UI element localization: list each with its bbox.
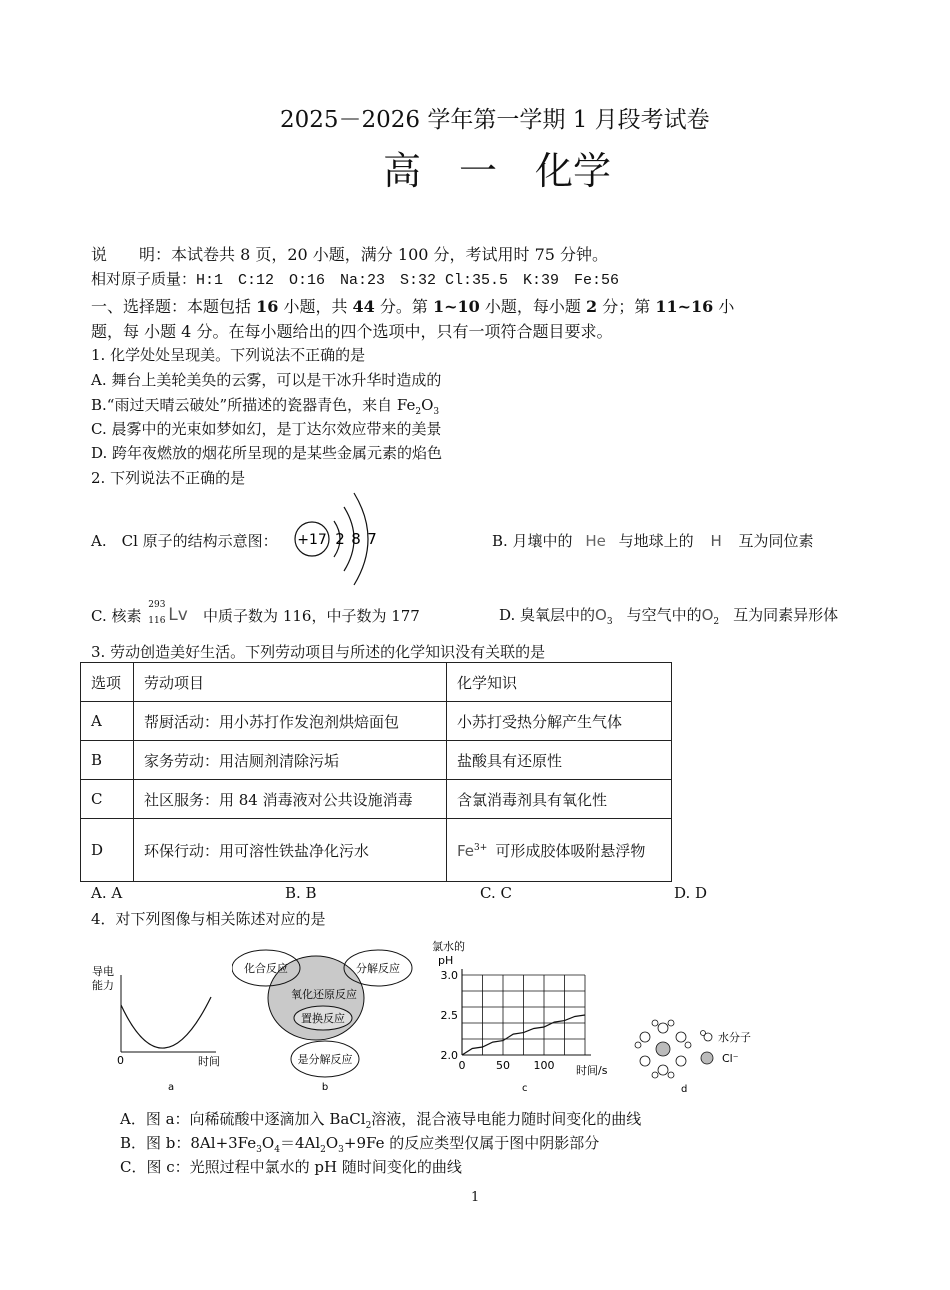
origin-label: 0	[117, 1054, 124, 1067]
q4-a-sub: 2	[365, 1121, 372, 1131]
x-tick-label: 0	[458, 1059, 466, 1072]
figure-caption: c	[522, 1083, 528, 1093]
q4-stem: 4．对下列图像与相关陈述对应的是	[91, 910, 326, 928]
ozone-subscript: 3	[606, 617, 613, 627]
y-tick-label: 3.0	[440, 969, 458, 982]
diagram-label: 化合反应	[244, 962, 288, 975]
column-header: 选项	[81, 663, 134, 702]
chloride-ion	[656, 1042, 670, 1056]
figure-caption: b	[321, 1082, 329, 1093]
exam-subject: 高 一 化学	[383, 149, 612, 193]
ferric-charge: 3+	[474, 842, 488, 853]
table-row	[81, 780, 672, 819]
y-tick-label: 2.5	[440, 1009, 458, 1022]
q1-option-b	[91, 394, 439, 417]
q3-stem: 3. 劳动创造美好生活。下列劳动项目与所述的化学知识没有关联的是	[91, 643, 546, 661]
q1-b-sub: 3	[433, 407, 440, 417]
y-axis-label: 能力	[92, 979, 114, 992]
diagram-label: 氧化还原反应	[291, 988, 357, 1001]
table-cell-text: 可形成胶体吸附悬浮物	[495, 841, 646, 860]
nuclide-notation	[146, 600, 198, 630]
q2-option-c	[91, 600, 420, 630]
q3-option-d: D. D	[674, 884, 708, 902]
table-cell: A	[81, 702, 134, 741]
shell-electrons: 7	[367, 530, 377, 548]
q2-d-text: 与空气中的	[626, 606, 702, 624]
section-heading-cont: 题，每 小题 4 分。在每小题给出的四个选项中，只有一项符合题目要求。	[91, 322, 613, 341]
diagram-label: 置换反应	[301, 1012, 345, 1025]
water-molecule-legend-icon	[701, 1031, 706, 1036]
instructions: 说 明：本试卷共 8 页，20 小题，满分 100 分，考试用时 75 分钟。	[91, 245, 609, 264]
section-range: 1~10	[433, 297, 480, 316]
q1-b-o: O	[421, 396, 434, 414]
table-row	[81, 702, 672, 741]
q2-c-text: 中质子数为 116，中子数为 177	[203, 607, 420, 625]
q4-b-text: ＝4Al	[279, 1134, 321, 1152]
q2-d-text: D. 臭氧层中的	[499, 606, 596, 624]
section-count: 16	[256, 297, 279, 316]
legend-label: Cl⁻	[722, 1052, 739, 1065]
q4-a-text: A．图 a：向稀硫酸中逐滴加入 BaCl	[120, 1110, 366, 1128]
figure-b-reaction-types	[232, 945, 422, 1095]
table-cell: 家务劳动：用洁厕剂清除污垢	[134, 741, 447, 780]
exam-title: 2025－2026 学年第一学期 1 月段考试卷	[280, 107, 710, 133]
q4-b-text: O	[325, 1134, 339, 1152]
x-tick-label: 50	[496, 1059, 510, 1072]
page-number: 1	[471, 1190, 480, 1205]
q4-b-text: B．图 b：8Al+3Fe	[120, 1134, 257, 1152]
q4-option-a	[120, 1108, 641, 1131]
q4-b-sub: 2	[320, 1145, 326, 1155]
figure-c-ph-chart	[430, 938, 615, 1093]
q3-option-c: C. C	[480, 884, 512, 902]
table-cell: 盐酸具有还原性	[447, 741, 672, 780]
table-cell: 含氯消毒剂具有氧化性	[447, 780, 672, 819]
q2-b-text: 与地球上的	[618, 532, 694, 550]
section-text: 小	[713, 297, 735, 316]
helium-symbol: He	[585, 532, 606, 550]
q4-b-text: O	[261, 1134, 275, 1152]
q4-option-b	[120, 1132, 599, 1155]
section-range: 11~16	[655, 297, 714, 316]
oxygen-symbol: O	[701, 606, 714, 624]
diagram-label: 是分解反应	[297, 1053, 353, 1066]
section-text: 分。第	[374, 297, 433, 316]
y-axis-label: 氯水的	[432, 940, 465, 953]
column-header: 化学知识	[447, 663, 672, 702]
q1-b-sub: 2	[415, 407, 422, 417]
oxygen-subscript: 2	[713, 617, 720, 627]
table-cell: 小苏打受热分解产生气体	[447, 702, 672, 741]
x-axis-label: 时间/s	[576, 1064, 608, 1077]
diagram-label: 分解反应	[356, 962, 400, 975]
q1-option-d: D. 跨年夜燃放的烟花所呈现的是某些金属元素的焰色	[91, 444, 443, 462]
q2-c-text: C. 核素	[91, 607, 142, 625]
atomic-masses: 相对原子质量：H:1 C:12 O:16 Na:23 S:32 Cl:35.5 K:39 Fe:56	[91, 272, 620, 289]
q2-d-text: 互为同素异形体	[733, 606, 839, 624]
q3-option-a: A. A	[91, 884, 123, 902]
q2-option-b	[492, 530, 814, 551]
q4-option-c: C．图 c：光照过程中氯水的 pH 随时间变化的曲线	[120, 1158, 462, 1176]
table-cell: D	[81, 819, 134, 882]
legend-label: 水分子	[718, 1031, 751, 1044]
column-header: 劳动项目	[134, 663, 447, 702]
x-axis-label: 时间	[198, 1055, 220, 1068]
figure-d-hydrated-ion	[633, 1015, 768, 1095]
q4-b-sub: 3	[338, 1145, 344, 1155]
y-axis-label: pH	[438, 954, 454, 967]
q4-a-text: 溶液，混合液导电能力随时间变化的曲线	[371, 1110, 642, 1128]
section-text: 小题，每小题	[479, 297, 586, 316]
q2-option-d	[499, 604, 838, 627]
hydrogen-symbol: H	[710, 532, 722, 550]
q4-b-text: +9Fe 的反应类型仅属于图中阴影部分	[343, 1134, 600, 1152]
cl-atom-structure-diagram	[290, 489, 390, 589]
labor-knowledge-table	[80, 662, 672, 882]
table-cell: 社区服务：用 84 消毒液对公共设施消毒	[134, 780, 447, 819]
table-row	[81, 741, 672, 780]
q4-b-sub: 4	[274, 1145, 280, 1155]
section-score: 44	[352, 297, 375, 316]
x-tick-label: 100	[533, 1059, 555, 1072]
table-cell	[447, 819, 672, 882]
section-text: 小题，共	[278, 297, 353, 316]
section-heading	[91, 294, 734, 317]
chloride-legend-icon	[701, 1052, 713, 1064]
q1-option-a: A. 舞台上美轮美奂的云雾，可以是干冰升华时造成的	[91, 371, 442, 389]
q2-b-text: B. 月壤中的	[492, 532, 573, 550]
figure-caption: d	[681, 1084, 688, 1095]
ozone-symbol: O	[595, 606, 607, 624]
shell-electrons: 8	[351, 530, 361, 548]
y-tick-label: 2.0	[440, 1049, 458, 1062]
y-axis-label: 导电	[92, 965, 114, 978]
table-header-row	[81, 663, 672, 702]
figure-a-conductivity	[88, 955, 223, 1095]
q2-option-a: A. Cl 原子的结构示意图：	[91, 532, 278, 550]
q2-stem: 2. 下列说法不正确的是	[91, 469, 246, 487]
table-cell: B	[81, 741, 134, 780]
table-cell: 环保行动：用可溶性铁盐净化污水	[134, 819, 447, 882]
figure-caption: a	[168, 1082, 175, 1093]
q1-option-c: C. 晨雾中的光束如梦如幻，是丁达尔效应带来的美景	[91, 420, 442, 438]
nucleus-charge: +17	[297, 532, 327, 548]
section-text: 分；第	[597, 297, 656, 316]
q2-b-text: 互为同位素	[738, 532, 814, 550]
q4-b-sub: 3	[256, 1145, 262, 1155]
q3-option-b: B. B	[285, 884, 317, 902]
table-cell: C	[81, 780, 134, 819]
table-row	[81, 819, 672, 882]
ferric-ion-symbol: Fe	[457, 841, 475, 860]
section-points: 2	[586, 297, 598, 316]
q1-b-text: B.“雨过天晴云破处”所描述的瓷器青色，来自 Fe	[91, 396, 416, 414]
element-symbol: Lv	[168, 605, 188, 625]
table-cell: 帮厨活动：用小苏打作发泡剂烘焙面包	[134, 702, 447, 741]
q1-stem: 1. 化学处处呈现美。下列说法不正确的是	[91, 346, 366, 364]
atomic-number: 116	[148, 616, 166, 626]
section-text: 一、选择题：本题包括	[91, 297, 257, 316]
mass-number: 293	[148, 600, 166, 610]
conductivity-curve	[121, 997, 211, 1048]
shell-electrons: 2	[335, 530, 345, 548]
